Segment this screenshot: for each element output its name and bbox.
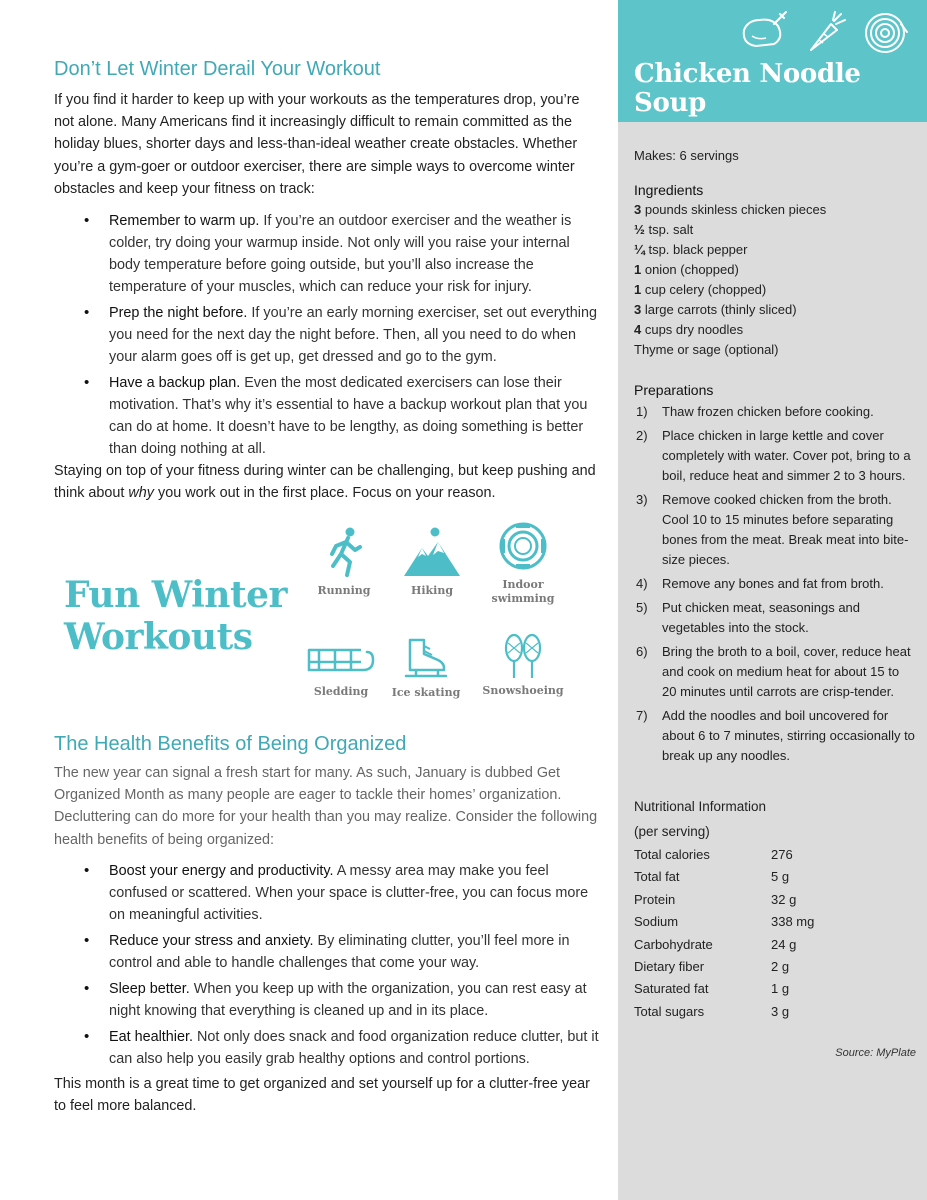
noodle-icon: [863, 10, 909, 56]
list-item: [54, 978, 600, 1022]
benefit-lead: Boost your energy and productivity.: [109, 862, 334, 879]
ingredient-qty: 3: [634, 302, 642, 317]
list-item: [54, 930, 600, 974]
winter-tips-list: [54, 210, 600, 460]
nutrient-value: 338 mg: [771, 914, 815, 930]
nutrient-name: Saturated fat: [634, 981, 709, 997]
workout-label: Sledding: [313, 685, 369, 698]
table-row: [634, 866, 916, 888]
workout-ice-skating: [381, 636, 471, 700]
ingredient-qty: 1: [634, 262, 642, 277]
recipe-title-line2: Soup: [634, 88, 707, 118]
chicken-icon: [734, 10, 790, 50]
nutrient-name: Carbohydrate: [634, 936, 713, 952]
list-item: [54, 302, 600, 368]
organized-article: [54, 730, 600, 1117]
nutrition-section: [634, 794, 916, 1023]
step-number: 4): [636, 576, 648, 591]
benefit-lead: Reduce your stress and anxiety.: [109, 932, 314, 949]
nutrient-name: Total sugars: [634, 1003, 705, 1019]
sled-icon: [305, 644, 377, 676]
table-row: [634, 911, 916, 933]
benefit-text: When you keep up with the organization, you can rest easy at night knowing that everything is cleaned up and in its place.: [109, 980, 587, 1019]
list-item: [634, 574, 916, 594]
nutrient-name: Sodium: [634, 914, 679, 930]
ingredient-text: Thyme or sage (optional): [634, 342, 779, 357]
winter-article-outro: [54, 460, 600, 504]
nutrient-value: 276: [771, 847, 793, 862]
winter-article-title: Don’t Let Winter Derail Your Workout: [54, 58, 381, 80]
ingredient-qty: 3: [634, 202, 642, 217]
nutrient-value: 3 g: [771, 1003, 790, 1019]
ingredient-text: tsp. salt: [644, 222, 694, 237]
list-item: [634, 240, 916, 260]
outro-emphasis: why: [128, 485, 154, 502]
list-item: [54, 372, 600, 460]
nutrient-value: 5 g: [771, 869, 790, 885]
tip-text: If you’re an early morning exerciser, set out everything you need for the next day the night before. Then, all you need to do when your alarm goes off is get up, get dressed and go to the gym.: [109, 305, 597, 366]
winter-article-intro: If you find it harder to keep up with your workouts as the temperatures drop, you’re not alone. Many Americans find it increasingly difficult to remain committed as the holiday blues, shorter days and less-than-ideal weather create obstacles. Whether you’re a gym-goer or outdoor exerciser, there are simple ways to overcome winter obstacles and keep your fitness on track:: [54, 92, 580, 197]
snowshoe-icon: [499, 632, 547, 680]
mountain-icon: [402, 526, 462, 578]
recipe-source: Source: MyPlate: [835, 1047, 916, 1060]
ingredient-qty: 4: [634, 322, 642, 337]
nutrient-value: 32 g: [771, 891, 797, 907]
list-item: [634, 642, 916, 702]
list-item: [634, 490, 916, 570]
step-number: 5): [636, 600, 648, 615]
nutrient-name: Total fat: [634, 869, 680, 885]
table-row: [634, 889, 916, 911]
tip-lead: Have a backup plan.: [109, 375, 241, 392]
ingredient-text: cups dry noodles: [641, 322, 744, 337]
step-number: 6): [636, 644, 648, 659]
workout-hiking: [387, 526, 477, 598]
step-text: Remove any bones and fat from broth.: [662, 576, 884, 591]
preparations-heading: Preparations: [634, 382, 714, 398]
recipe-servings: Makes: 6 servings: [634, 148, 739, 163]
preparation-steps: [634, 402, 916, 766]
table-row: [634, 934, 916, 956]
ingredient-text: pounds skinless chicken pieces: [641, 202, 827, 217]
list-item: [634, 402, 916, 422]
tip-text: If you’re an outdoor exerciser and the weather is colder, try doing your warmup inside. Not only will you raise your internal body temperature before going outside, but you’ll also increase the temperature of your muscles, which can reduce your risk for injury.: [109, 213, 572, 296]
ingredient-qty: ½: [634, 222, 645, 237]
list-item: [54, 210, 600, 298]
workout-snowshoeing: [478, 632, 568, 698]
list-item: [634, 598, 916, 638]
ingredient-qty: ¼: [634, 242, 645, 257]
workout-label: Hiking: [410, 584, 454, 597]
step-text: Bring the broth to a boil, cover, reduce heat and cook on medium heat for about 15 to 20 minutes until carrots are crisp-tender.: [662, 644, 911, 699]
ingredient-text: tsp. black pepper: [644, 242, 748, 257]
step-text: Thaw frozen chicken before cooking.: [662, 404, 874, 419]
workout-sledding: [296, 644, 386, 699]
workout-label: Snowshoeing: [482, 684, 564, 697]
table-row: [634, 844, 916, 866]
organized-article-intro: The new year can signal a fresh start for many. As such, January is dubbed Get Organized Month as many people are eager to tackle their homes’ organization. Decluttering can do more for your health than you may realize. Consider the following health benefits of being organized:: [54, 765, 598, 848]
list-item: [634, 300, 916, 320]
workouts-title: [64, 574, 287, 658]
workout-running: [299, 526, 389, 598]
organized-benefits-list: [54, 860, 600, 1070]
list-item: [634, 320, 916, 340]
ingredient-text: cup celery (chopped): [641, 282, 767, 297]
recipe-title-line1: Chicken Noodle: [634, 59, 861, 89]
table-row: [634, 978, 916, 1000]
nutrient-value: 1 g: [771, 981, 790, 997]
benefit-text: A messy area may make you feel confused or scattered. When your space is clutter-free, you can focus more on meaningful activities.: [109, 862, 589, 923]
step-number: 2): [636, 428, 648, 443]
step-text: Add the noodles and boil uncovered for about 6 to 7 minutes, stirring occasionally to break up any noodles.: [662, 708, 915, 763]
running-icon: [324, 526, 364, 578]
ingredient-text: large carrots (thinly sliced): [641, 302, 797, 317]
carrot-icon: [805, 10, 849, 54]
benefit-text: By eliminating clutter, you’ll feel more in control and able to handle challenges that come your way.: [109, 932, 570, 971]
workout-indoor-swimming: [478, 520, 568, 606]
step-text: Put chicken meat, seasonings and vegetables into the stock.: [662, 600, 861, 635]
step-number: 7): [636, 708, 648, 723]
outro-text: Staying on top of your fitness during winter can be challenging, but keep pushing and think about: [54, 463, 596, 502]
workout-label: Running: [317, 584, 371, 597]
organized-article-outro: This month is a great time to get organized and set yourself up for a clutter-free year to feel more balanced.: [54, 1075, 590, 1115]
recipe-body: [634, 146, 916, 1063]
fun-winter-workouts: [54, 520, 614, 710]
benefit-lead: Sleep better.: [109, 980, 190, 997]
benefit-text: Not only does snack and food organization reduce clutter, but it can also help you easily grab healthy options and control portions.: [109, 1028, 599, 1067]
workouts-title-line1: Fun Winter: [64, 574, 287, 616]
tip-lead: Prep the night before.: [109, 305, 248, 322]
nutrient-value: 24 g: [771, 936, 797, 952]
recipe-sidebar: [618, 0, 927, 1200]
benefit-lead: Eat healthier.: [109, 1028, 194, 1045]
list-item: [54, 860, 600, 926]
recipe-header-icons: [734, 10, 909, 56]
nutrient-value: 2 g: [771, 959, 790, 975]
nutrient-name: Total calories: [634, 847, 710, 862]
ingredient-qty: 1: [634, 282, 642, 297]
list-item: [634, 706, 916, 766]
table-row: [634, 1001, 916, 1023]
lifebuoy-icon: [496, 520, 550, 572]
recipe-header: [618, 0, 927, 122]
ingredients-list: [634, 200, 916, 360]
tip-text: Even the most dedicated exercisers can lose their motivation. That’s why it’s essential to have a backup workout plan that you can do at home. It doesn’t have to be lengthy, as doing something is better than doing nothing at all.: [109, 375, 588, 458]
list-item: [634, 426, 916, 486]
step-number: 3): [636, 492, 648, 507]
nutrient-name: Dietary fiber: [634, 959, 705, 975]
nutrition-subheading: (per serving): [634, 824, 710, 839]
workout-label: Indoor swimming: [491, 578, 555, 605]
ice-skate-icon: [402, 636, 450, 680]
workout-label: Ice skating: [391, 686, 461, 699]
table-row: [634, 956, 916, 978]
list-item: [634, 220, 916, 240]
step-number: 1): [636, 404, 648, 419]
outro-text-end: you work out in the first place. Focus on your reason.: [154, 485, 496, 502]
nutrient-name: Protein: [634, 891, 676, 907]
workouts-title-line2: Workouts: [64, 616, 253, 658]
step-text: Place chicken in large kettle and cover completely with water. Cover pot, bring to a boil, reduce heat and simmer 2 to 3 hours.: [662, 428, 911, 483]
tip-lead: Remember to warm up.: [109, 213, 260, 230]
list-item: [634, 340, 916, 360]
organized-article-title: The Health Benefits of Being Organized: [54, 733, 407, 755]
winter-article: [54, 55, 600, 504]
step-text: Remove cooked chicken from the broth. Cool 10 to 15 minutes before separating bones from the meat. Break meat into bite-size pieces.: [662, 492, 909, 567]
recipe-title: [634, 60, 861, 118]
nutrition-heading: Nutritional Information: [634, 799, 767, 814]
list-item: [634, 280, 916, 300]
list-item: [634, 200, 916, 220]
list-item: [634, 260, 916, 280]
ingredient-text: onion (chopped): [641, 262, 739, 277]
ingredients-heading: Ingredients: [634, 182, 704, 198]
list-item: [54, 1026, 600, 1070]
